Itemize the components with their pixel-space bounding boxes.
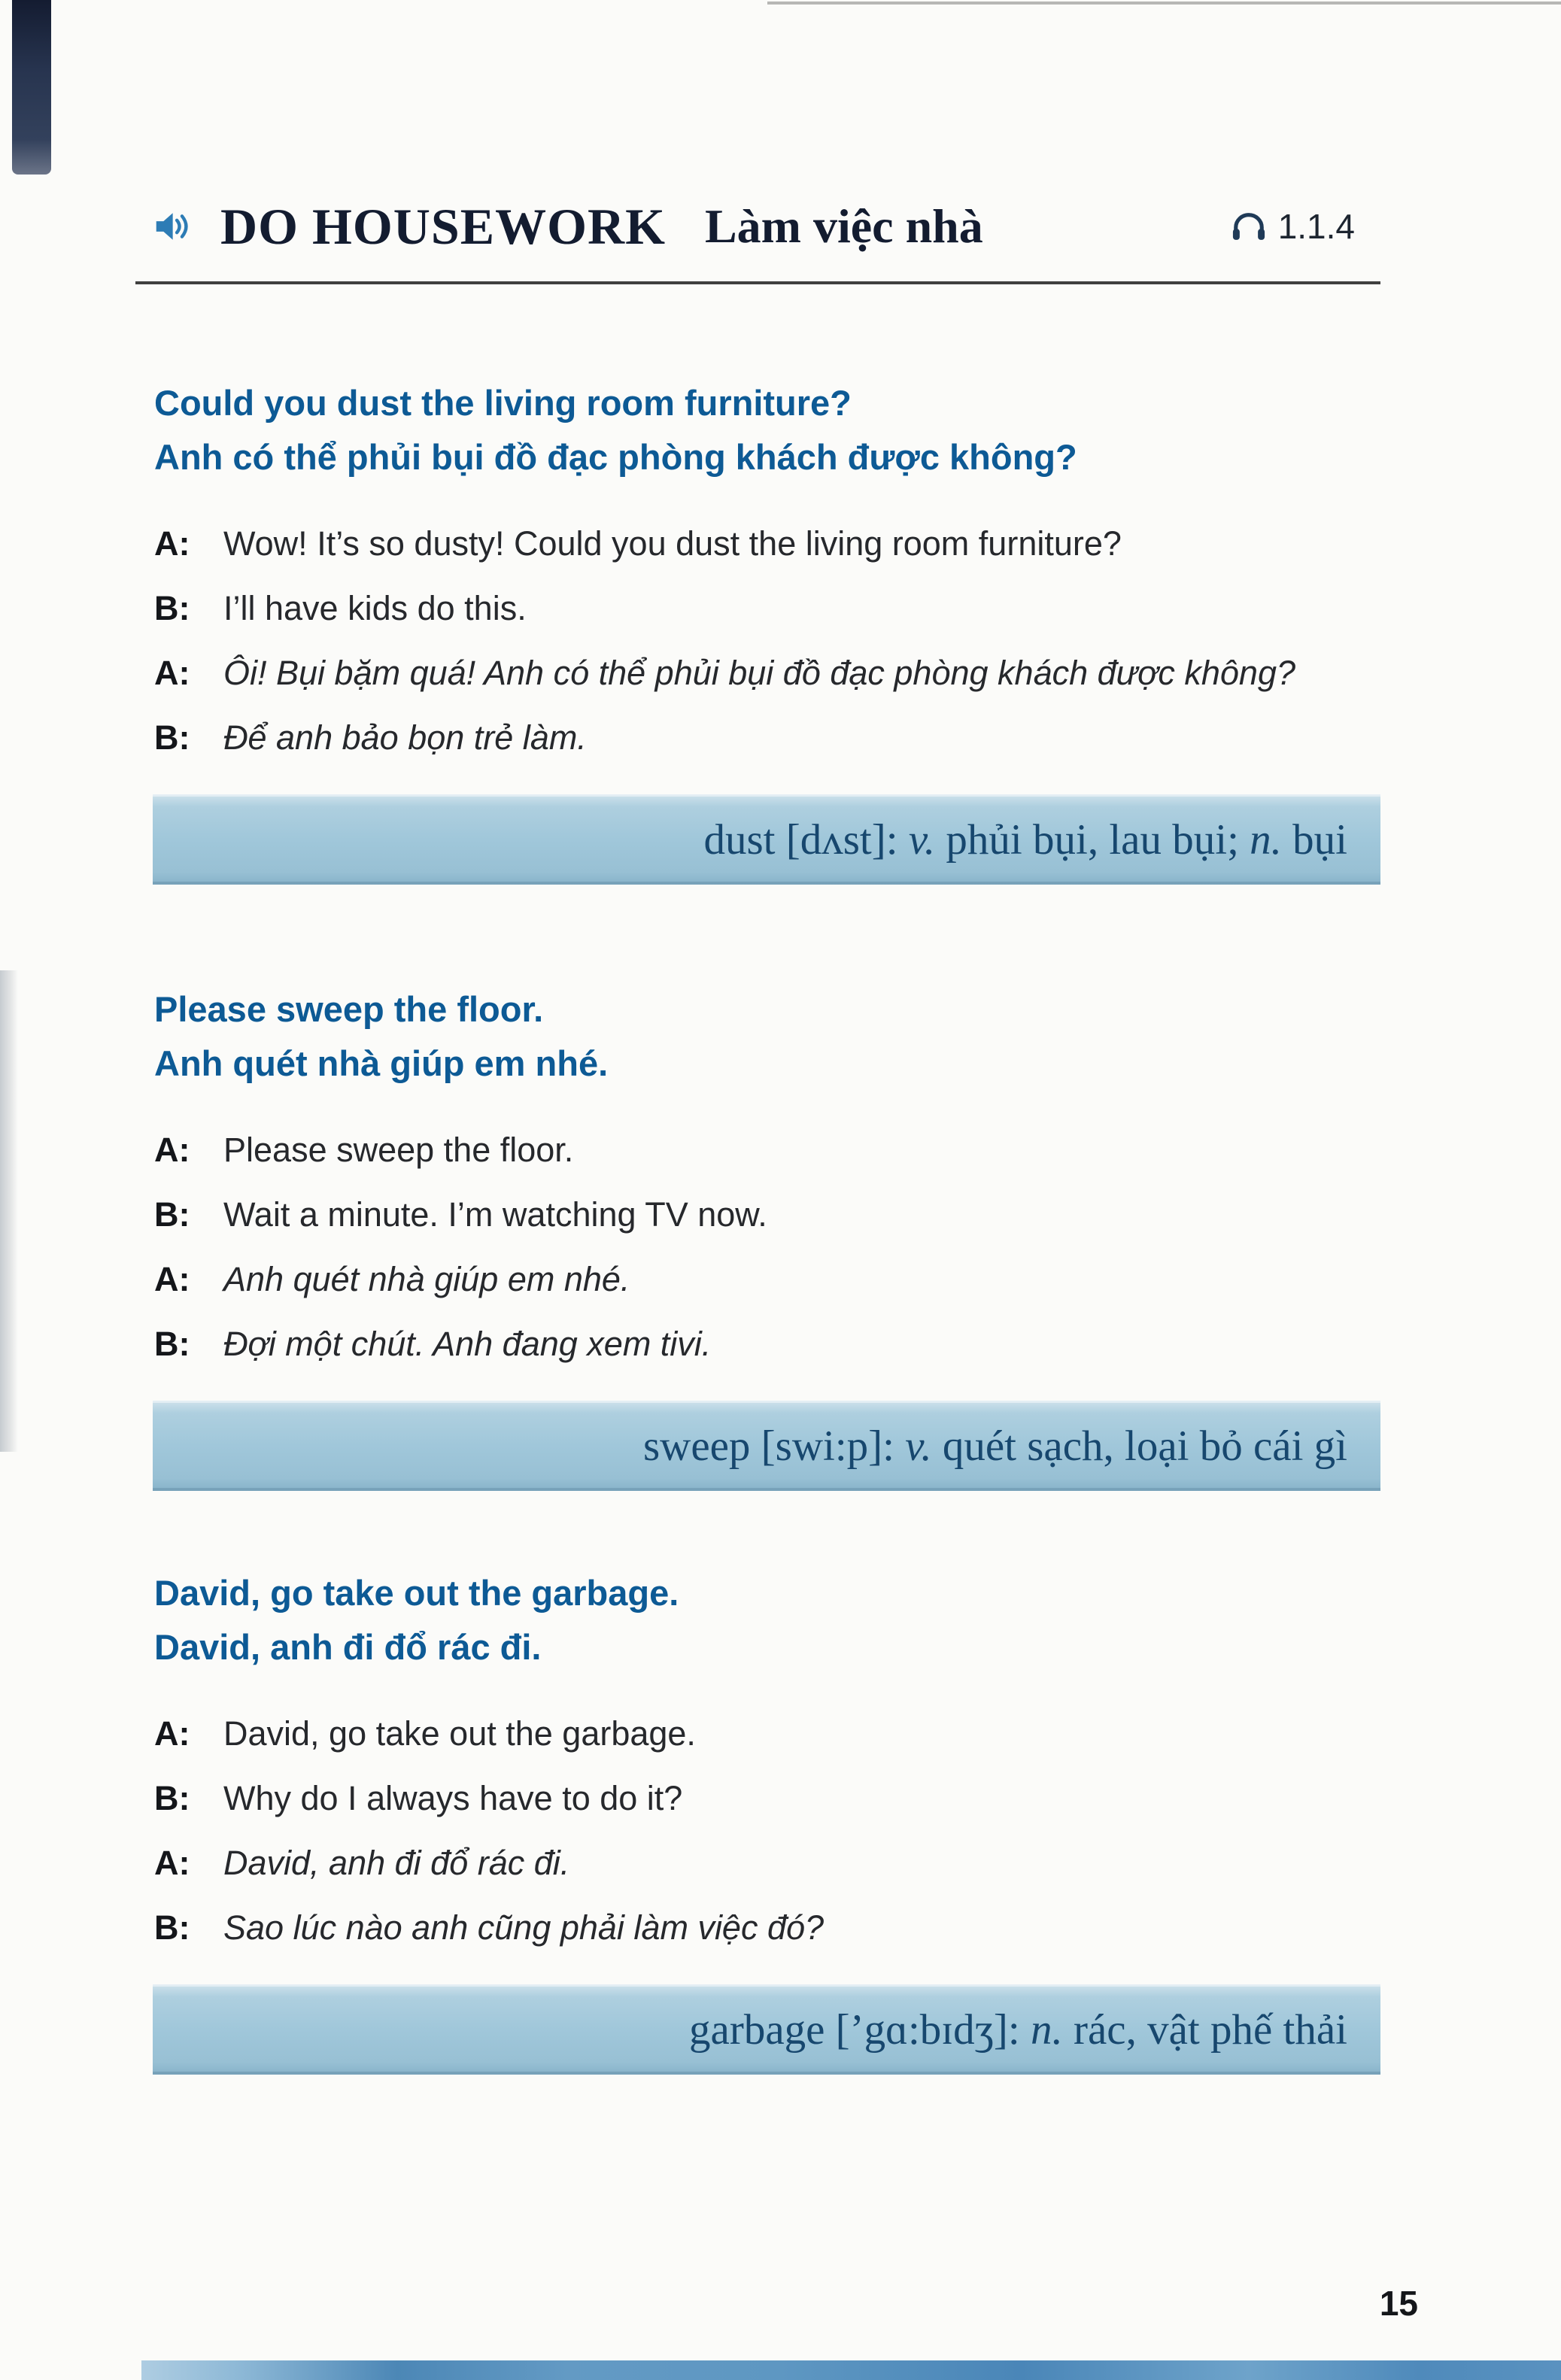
dialogue-row [154, 1253, 1380, 1306]
dialogue-text: Sao lúc nào anh cũng phải làm việc đó? [223, 1908, 825, 1947]
dialogue-row [154, 1837, 1380, 1890]
header-divider [135, 281, 1380, 284]
dialogue-text: David, go take out the garbage. [223, 1714, 696, 1753]
vocab-pos: v. [908, 815, 936, 864]
speaker-label: B: [154, 589, 190, 627]
dialogue-row [154, 647, 1380, 700]
dialogue-text: Wow! It’s so dusty! Could you dust the living room furniture? [223, 524, 1122, 563]
lesson-section [154, 1566, 1380, 2075]
section-title-english: Could you dust the living room furniture? [154, 383, 852, 423]
vocab-definition: rác, vật phế thải [1074, 2005, 1347, 2054]
vocab-pos: n. [1250, 815, 1282, 864]
lesson-section [154, 376, 1380, 885]
dialogue-row [154, 712, 1380, 764]
lesson-section [154, 982, 1380, 1491]
dialogue-text: Ôi! Bụi bặm quá! Anh có thể phủi bụi đồ đạc phòng khách được không? [223, 654, 1296, 692]
section-title [154, 1566, 1380, 1674]
dialogue-text: Đợi một chút. Anh đang xem tivi. [223, 1325, 712, 1363]
section-title-english: David, go take out the garbage. [154, 1573, 679, 1613]
speaker-label: A: [154, 1131, 190, 1169]
vocab-term: dust [dʌst]: [703, 815, 898, 864]
speaker-label: B: [154, 1779, 190, 1817]
section-title-vietnamese: Anh quét nhà giúp em nhé. [154, 1043, 609, 1083]
vocab-pos: n. [1031, 2005, 1063, 2054]
section-title [154, 982, 1380, 1091]
vocab-highlight-bar [153, 1984, 1380, 2075]
lesson-header [154, 194, 1380, 259]
speaker-label: B: [154, 718, 190, 757]
vocab-highlight-bar [153, 1401, 1380, 1491]
dialogue-text: Để anh bảo bọn trẻ làm. [223, 718, 587, 757]
speaker-label: B: [154, 1908, 190, 1947]
section-title-english: Please sweep the floor. [154, 989, 544, 1029]
speaker-label: A: [154, 1260, 190, 1298]
vocab-entry [643, 1422, 1347, 1471]
dialogue-text: Why do I always have to do it? [223, 1779, 683, 1817]
dialogue-text: I’ll have kids do this. [223, 589, 527, 627]
vocab-definition: quét sạch, loại bỏ cái gì [942, 1422, 1347, 1470]
section-title-vietnamese: David, anh đi đổ rác đi. [154, 1627, 542, 1667]
vocab-pos: v. [905, 1422, 932, 1470]
dialogue-text: Please sweep the floor. [223, 1131, 574, 1169]
speaker-label: A: [154, 654, 190, 692]
dialogue-row [154, 1318, 1380, 1371]
lesson-title-vietnamese: Làm việc nhà [704, 199, 983, 253]
vocab-highlight-bar [153, 794, 1380, 885]
lesson-title-english: DO HOUSEWORK [220, 197, 666, 255]
dialogue-row [154, 1772, 1380, 1825]
dialogue-text: David, anh đi đổ rác đi. [223, 1844, 570, 1882]
speaker-label: A: [154, 1714, 190, 1753]
dialogue-row [154, 1902, 1380, 1954]
dialogue-block [154, 1124, 1380, 1371]
dialogue-row [154, 582, 1380, 635]
vocab-entry [689, 2005, 1347, 2054]
dialogue-row [154, 1124, 1380, 1176]
dialogue-text: Anh quét nhà giúp em nhé. [223, 1260, 630, 1298]
vocab-definition: bụi [1292, 815, 1347, 864]
vocab-term: sweep [swi:p]: [642, 1422, 894, 1470]
headphones-icon [1231, 211, 1266, 241]
page-number: 15 [1379, 2284, 1418, 2323]
speaker-icon [154, 210, 193, 243]
vocab-entry [704, 815, 1348, 864]
speaker-label: A: [154, 524, 190, 563]
audio-track-number: 1.1.4 [1277, 207, 1355, 246]
scan-bottom-strip [141, 2360, 1561, 2380]
section-title-vietnamese: Anh có thể phủi bụi đồ đạc phòng khách được không? [154, 437, 1077, 477]
dialogue-row [154, 518, 1380, 570]
vocab-definition: phủi bụi, lau bụi; [946, 815, 1239, 864]
dialogue-block [154, 518, 1380, 764]
dialogue-text: Wait a minute. I’m watching TV now. [223, 1195, 767, 1234]
speaker-label: B: [154, 1195, 190, 1234]
dialogue-row [154, 1708, 1380, 1760]
vocab-term: garbage [’gɑ:bɪdʒ]: [689, 2005, 1020, 2054]
dialogue-block [154, 1708, 1380, 1954]
section-title [154, 376, 1380, 484]
speaker-label: B: [154, 1325, 190, 1363]
speaker-label: A: [154, 1844, 190, 1882]
dialogue-row [154, 1188, 1380, 1241]
